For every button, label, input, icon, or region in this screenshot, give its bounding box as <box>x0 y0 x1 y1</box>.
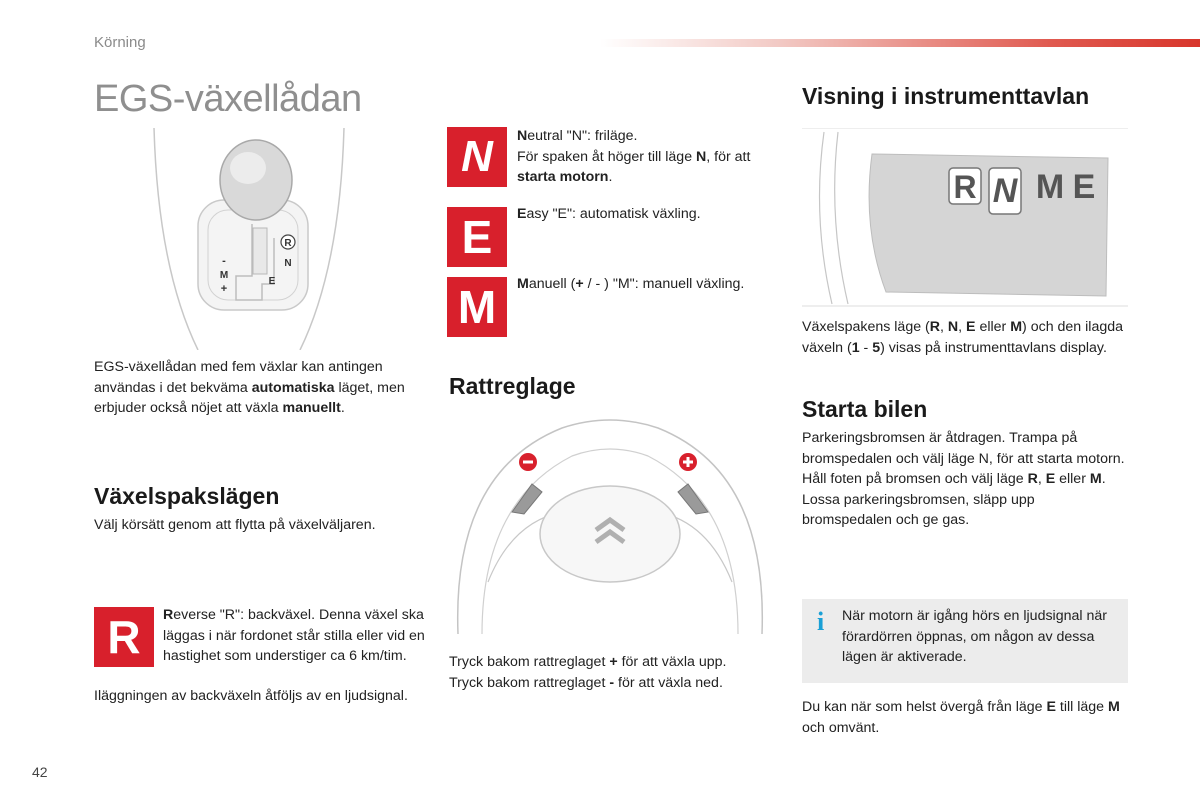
mode-badge-e: E <box>447 207 507 267</box>
gear-label-e: E <box>268 276 276 287</box>
instrument-display-illustration <box>802 128 1128 310</box>
gear-label-r: R <box>284 238 292 249</box>
gear-label-minus: - <box>222 255 226 267</box>
display-heading: Visning i instrumenttavlan <box>802 83 1090 109</box>
gear-label-plus: + <box>220 283 228 295</box>
steering-wheel-illustration <box>452 412 768 634</box>
reverse-note: Iläggningen av backväxeln åtföljs av en ljudsignal. <box>94 688 408 704</box>
paddle-text: Tryck bakom rattreglaget + för att växla upp. Tryck bakom rattreglaget - för att växla ned. <box>449 654 727 691</box>
header-accent-bar <box>600 39 1200 47</box>
info-icon: i <box>817 607 825 636</box>
gear-label-n: N <box>284 258 292 269</box>
page-number: 42 <box>32 764 48 780</box>
gear-selector-illustration <box>150 128 348 350</box>
display-char-r: R <box>953 169 977 205</box>
intro-paragraph: EGS-växellådan med fem växlar kan antingen användas i det bekväma automatiska läget, men erbjuder också nöjet att växla manuellt. <box>94 359 405 416</box>
display-char-m: M <box>1035 168 1065 206</box>
reverse-badge: R <box>94 607 154 667</box>
display-char-e: E <box>1072 168 1096 206</box>
display-char-n: N <box>992 172 1018 210</box>
mode-text-e: Easy "E": automatisk växling. <box>517 206 701 222</box>
page-title: EGS-växellådan <box>94 78 362 120</box>
mode-badge-n: N <box>447 127 507 187</box>
paddle-heading: Rattreglage <box>449 373 576 399</box>
positions-heading: Växelspakslägen <box>94 483 280 509</box>
mode-text-n: Neutral "N": friläge. För spaken åt höger till läge N, för att starta motorn. <box>517 128 751 185</box>
section-label: Körning <box>94 34 146 51</box>
mode-text-m: Manuell (+ / - ) "M": manuell växling. <box>517 276 745 292</box>
start-text: Parkeringsbromsen är åtdragen. Trampa på bromspedalen och välj läge N, för att starta motorn. Håll foten på bromsen och välj läge R, E eller M. Lossa parkeringsbromsen, släpp upp bromspedalen och ge gas. <box>802 430 1125 528</box>
reverse-text: Reverse "R": backväxel. Denna växel ska läggas i när fordonet står stilla eller vid en hastighet som understiger ca 6 km/tim. <box>163 607 425 664</box>
display-text: Växelspakens läge (R, N, E eller M) och den ilagda växeln (1 - 5) visas på instrumenttavlans display. <box>802 319 1124 356</box>
info-text: När motorn är igång hörs en ljudsignal när förardörren öppnas, om någon av dessa lägen är aktiverade. <box>842 608 1107 665</box>
start-heading: Starta bilen <box>802 396 928 422</box>
final-text: Du kan när som helst övergå från läge E till läge M och omvänt. <box>802 699 1120 736</box>
positions-text: Välj körsätt genom att flytta på växelväljaren. <box>94 517 376 533</box>
mode-badge-m: M <box>447 277 507 337</box>
gear-label-m: M <box>219 270 229 281</box>
